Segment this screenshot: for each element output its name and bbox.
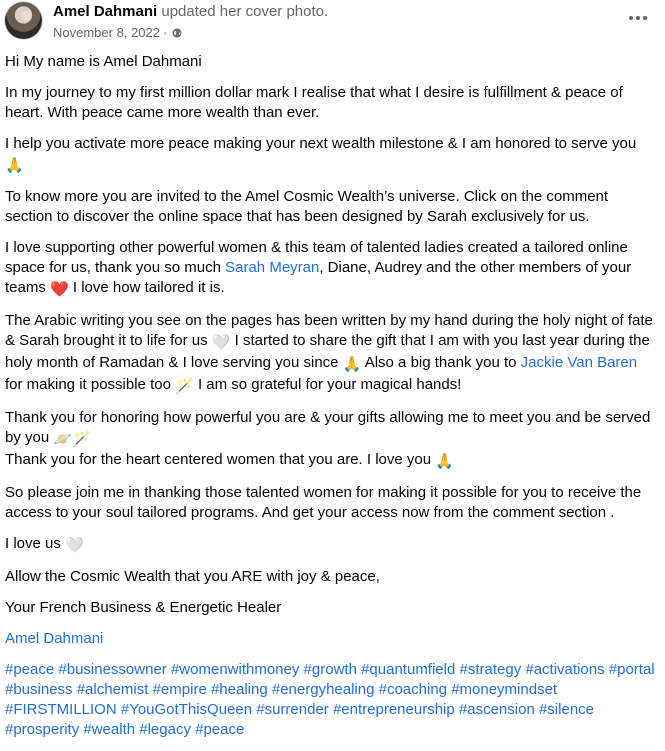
hashtag-link[interactable]: #energyhealing [271,681,375,698]
mention-sarah-meyran[interactable]: Sarah Meyran [225,259,320,276]
planet-emoji-icon: 🪐 [53,431,73,448]
post-text [5,52,657,751]
heart-emoji-icon: ❤️ [50,281,69,298]
signature-link[interactable]: Amel Dahmani [5,630,104,647]
hashtag-link[interactable]: #coaching [378,681,448,698]
meta-separator: · [162,25,168,40]
hashtag-link[interactable]: #FIRSTMILLION [5,701,117,718]
signature [5,629,657,649]
mention-jackie-van-baren[interactable]: Jackie Van Baren [520,354,638,371]
white-heart-emoji-icon: 🤍 [65,537,84,554]
paragraph-3: To know more you are invited to the Amel Cosmic Wealth’s universe. Click on the comment section to discover the online space that has been designed by Sarah exclusively for us. [5,188,609,225]
paragraph-5: The Arabic writing you see on the pages has been written by my hand during the holy night of fate & Sarah brought it to life for us 🤍 I started to share the gift that I am with you last year during the holy month of Ramadan & I love serving you since 🙏 Also a big thank you to Jackie Van Baren for making it possible too 🪄 I am so grateful for your magical hands! [5,312,653,395]
post-header [0,0,665,50]
hashtag-link[interactable]: #legacy [139,721,191,738]
paragraph-8: I love us 🤍 [5,535,84,554]
hashtag-list [5,660,657,740]
hashtag-link[interactable]: #entrepreneurship [332,701,455,718]
hashtag-link[interactable]: #silence [538,701,595,718]
hashtag-link[interactable]: #empire [152,681,207,698]
hashtag-link[interactable]: #ascension [458,701,535,718]
avatar[interactable] [5,2,42,39]
magic-wand-emoji-icon: 🪄 [175,378,194,395]
hashtag-link[interactable]: #growth [303,661,357,678]
more-options-icon[interactable] [624,8,652,28]
hashtag-link[interactable]: #prosperity [5,721,80,738]
paragraph-1: In my journey to my first million dollar mark I realise that what I desire is fulfillment & peace of heart. With peace came more wealth than ever. [5,84,623,121]
paragraph-7: So please join me in thanking those talented women for making it possible for you to receive the access to your soul tailored programs. And get your access now from the comment section . [5,484,642,521]
post-action: updated her cover photo. [161,3,329,20]
avatar-face [21,11,31,21]
hashtag-link[interactable]: #peace [5,661,55,678]
globe-icon[interactable] [172,28,182,38]
hashtag-link[interactable]: #portal [608,661,655,678]
hashtag-link[interactable]: #alchemist [76,681,149,698]
pray-emoji-icon: 🙏 [342,356,362,373]
author-name-link[interactable]: Amel Dahmani [53,3,158,20]
hashtag-link[interactable]: #womenwithmoney [170,661,300,678]
post-meta [53,25,182,40]
paragraph-greeting: Hi My name is Amel Dahmani [5,53,202,70]
paragraph-6: Thank you for honoring how powerful you are & your gifts allowing me to meet you and be served by you 🪐🪄 Thank you for the heart centered women that you are. I love you 🙏 [5,409,651,470]
hashtag-link[interactable]: #healing [210,681,268,698]
hashtag-link[interactable]: #business [5,681,73,698]
magic-wand-emoji-icon: 🪄 [72,431,91,448]
paragraph-4: I love supporting other powerful women & this team of talented ladies created a tailored online space for us, thank you so much Sarah Meyran, Diane, Audrey and the other members of your teams ❤️ I love how tailored it is. [5,239,632,298]
paragraph-10: Your French Business & Energetic Healer [5,599,282,616]
hashtag-link[interactable]: #wealth [83,721,136,738]
hashtag-link[interactable]: #moneymindset [451,681,558,698]
paragraph-2: I help you activate more peace making your next wealth milestone & I am honored to serve you 🙏 [5,135,637,174]
hashtag-link[interactable]: #YouGotThisQueen [120,701,253,718]
post-date[interactable]: November 8, 2022 [53,25,160,40]
paragraph-9: Allow the Cosmic Wealth that you ARE with joy & peace, [5,568,380,585]
hashtag-link[interactable]: #surrender [256,701,329,718]
pray-emoji-icon: 🙏 [435,453,454,470]
pray-emoji-icon: 🙏 [5,157,24,174]
hashtag-link[interactable]: #businessowner [58,661,167,678]
hashtag-link[interactable]: #quantumfield [361,661,456,678]
hashtag-link[interactable]: #strategy [459,661,522,678]
author-line [53,3,328,20]
hashtag-link[interactable]: #peace [195,721,245,738]
hashtag-link[interactable]: #activations [525,661,605,678]
white-heart-emoji-icon: 🤍 [211,334,231,351]
